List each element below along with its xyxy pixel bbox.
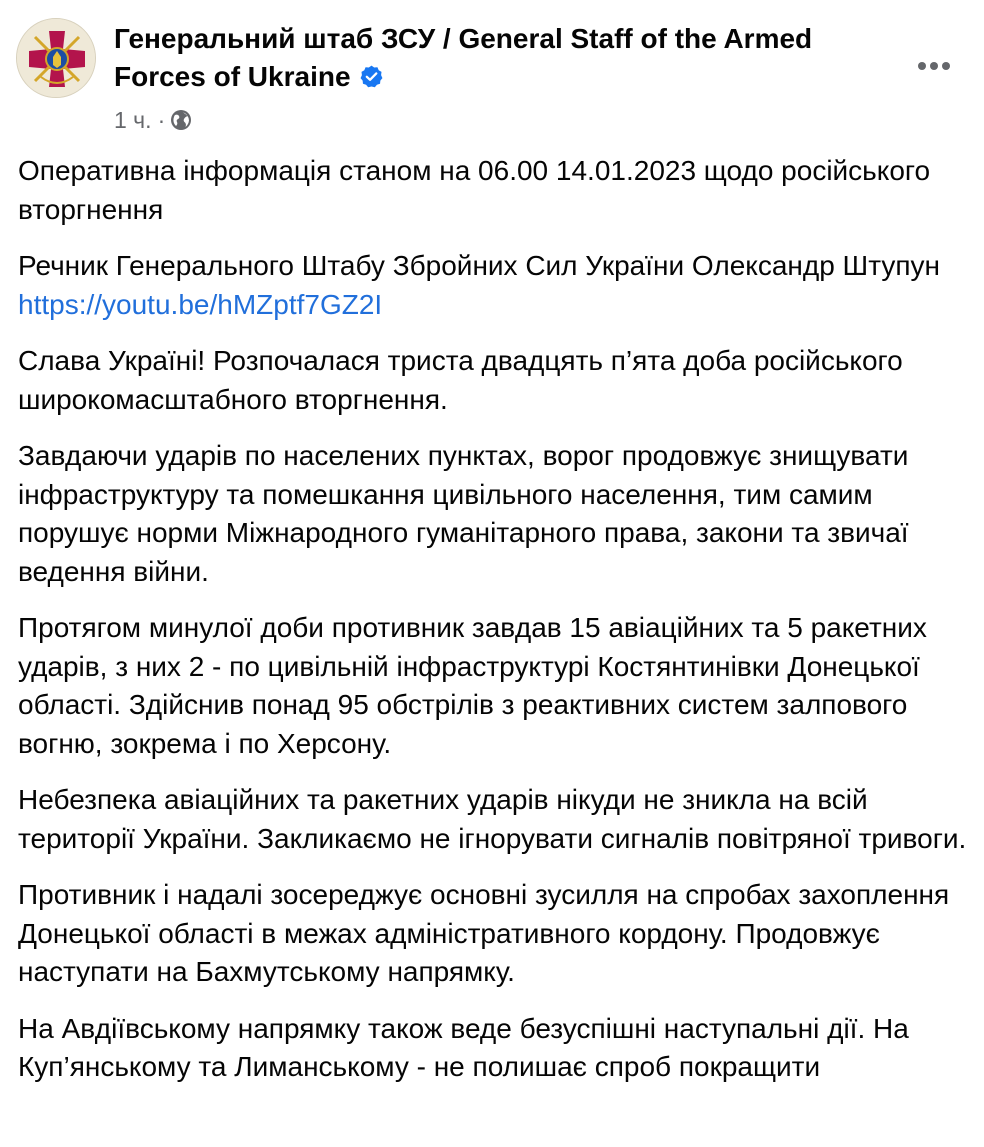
globe-icon[interactable]: [169, 108, 193, 132]
paragraph-air-danger: Небезпека авіаційних та ракетних ударів нікуди не зникла на всій території України. Закликаємо не ігнорувати сигналів повітряної тривоги.: [18, 784, 967, 854]
more-options-icon: [917, 61, 951, 71]
author-block: [114, 20, 874, 96]
paragraph-donetsk: Противник і надалі зосереджує основні зусилля на спробах захоплення Донецької області в межах адміністративного кордону. Продовжує наступати на Бахмутському напрямку.: [18, 879, 950, 987]
post-timestamp[interactable]: 1 ч.: [114, 107, 152, 133]
post-meta: [114, 104, 193, 136]
youtube-link[interactable]: https://youtu.be/hMZptf7GZ2I: [18, 288, 383, 320]
spokesperson-text: Речник Генерального Штабу Збройних Сил України Олександр Штупун: [18, 250, 940, 281]
post-body: [18, 152, 968, 1105]
verified-badge-icon: [359, 64, 384, 89]
paragraph-spokesperson: [18, 247, 968, 324]
avatar[interactable]: [16, 18, 96, 98]
paragraph-intro: Оперативна інформація станом на 06.00 14.01.2023 щодо російського вторгнення: [18, 155, 931, 225]
paragraph-infrastructure: Завдаючи ударів по населених пунктах, ворог продовжує знищувати інфраструктуру та помешкання цивільного населення, тим самим порушує норми Міжнародного гуманітарного права, закони та звичаї ведення війни.: [18, 440, 909, 587]
paragraph-strikes: Протягом минулої доби противник завдав 15 авіаційних та 5 ракетних ударів, з них 2 - по цивільній інфраструктурі Костянтинівки Донецької області. Здійснив понад 95 обстрілів з реактивних систем залпового вогню, зокрема і по Херсону.: [18, 612, 927, 759]
general-staff-emblem-icon: [17, 19, 96, 98]
paragraph-avdiivka: На Авдіївському напрямку також веде безуспішні наступальні дії. На Куп’янському та Лиманському - не полишає спроб покращити: [18, 1012, 909, 1082]
paragraph-day-count: Слава Україні! Розпочалася триста двадцять п’ята доба російського широкомасштабного вторгнення.: [18, 345, 903, 415]
more-options-button[interactable]: [912, 44, 956, 88]
post-header: [16, 18, 968, 138]
meta-separator: ·: [157, 107, 166, 133]
author-name[interactable]: Генеральний штаб ЗСУ / General Staff of the Armed Forces of Ukraine: [114, 23, 813, 92]
